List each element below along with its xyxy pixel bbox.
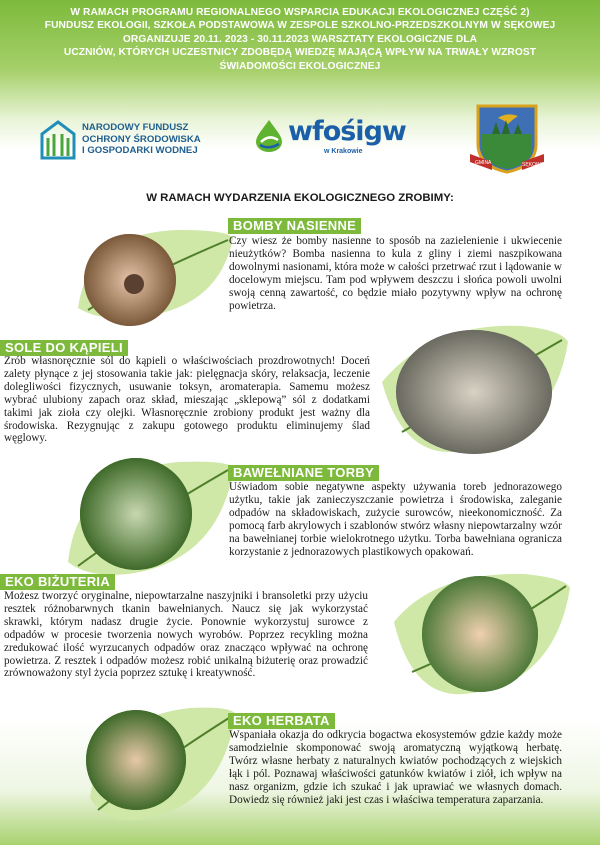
poster-header [0, 6, 600, 73]
wfos-logo [252, 116, 406, 156]
section-title-bizuteria: EKO BIŻUTERIA [0, 574, 115, 590]
wfos-name: wfośigw [288, 116, 406, 147]
gmina-crest [468, 104, 546, 174]
header-line: W RAMACH PROGRAMU REGIONALNEGO WSPARCIA EDUKACJI EKOLOGICZNEJ CZĘŚĆ 2) [70, 7, 530, 18]
section-text-bizuteria: Możesz tworzyć oryginalne, niepowtarzalne naszyjniki i bransoletki przy użyciu resztek różnobarwnych tkanin bawełnianych. Naucz się jak wykorzystać skrawki, którym nadasz drugie życie. Ponownie wykorzystuj surowce z odpadów w procesie tworzenia nowych wyrobów. Poprzez recykling można zredukować ilość wyrzucanych odpadów oraz znacząco wpływać na ochronę powietrza. Z resztek i odpadów możesz robić unikalną biżuterię oraz prowadzić zrównoważony styl życia poprzez sztukę i kreatywność. [4, 590, 368, 680]
wfos-drop-icon [252, 118, 286, 152]
wfos-sub: w Krakowie [324, 148, 363, 155]
leaf-icon [58, 452, 238, 582]
gmina-crest-icon [468, 104, 546, 174]
leaf-icon [384, 562, 574, 702]
header-line: ORGANIZUJE 20.11. 2023 - 30.11.2023 WARSZTATY EKOLOGICZNE DLA [122, 33, 478, 45]
nfos-name: NARODOWY FUNDUSZ OCHRONY ŚRODOWISKA I GOSPODARKI WODNEJ [82, 122, 201, 156]
nfos-logo [40, 118, 210, 162]
section-text-herbata: Wspaniała okazja do odkrycia bogactwa ekosystemów gdzie każdy może samodzielnie skomponować swoją aromatyczną wyjątkową herbatę. Twórz własne herbaty z naturalnych kwiatów pochodzących z wiejskich łąk i pól. Poznawaj właściwości gatunków kwiatów i ziół, ich wpływ na nasz organizm, gdzie ich szukać i jak uprawiać we własnych domach. Dowiedz się również jaki jest czas i właściwa temperatura zaparzania. [229, 729, 562, 806]
main-title: W RAMACH WYDARZENIA EKOLOGICZNEGO ZROBIMY: [146, 192, 454, 204]
nfos-logo-icon [40, 120, 76, 160]
crest-banner-left: GMINA [475, 160, 492, 166]
section-title-torby: BAWEŁNIANE TORBY [228, 465, 379, 481]
section-text-bomby: Czy wiesz że bomby nasienne to sposób na zazielenienie i ukwiecenie nieużytków? Bomba nasienna to kula z gliny i ziemi naszpikowana dowolnymi nasionami, która może w całości przetrwać rzut i lądowanie w docelowym miejscu. Tam pod wpływem deszczu i słońca powoli uwolni swoją cenną zawartość, co będzie miało pozytywny wpływ na ochronę powietrza. [229, 235, 562, 312]
header-line: UCZNIÓW, KTÓRYCH UCZESTNICY ZDOBĘDĄ WIEDZĘ MAJĄCĄ WPŁYW NA TRWAŁY WZROST [63, 47, 537, 59]
leaf-icon [68, 218, 238, 328]
leaf-icon [372, 312, 572, 462]
section-title-bomby: BOMBY NASIENNE [228, 218, 361, 234]
section-text-sole: Zrób własnoręcznie sól do kąpieli o właściwościach prozdrowotnych! Doceń zalety płynące z jej stosowania takie jak: pielęgnacja skóry, relaksacja, leczenie dolegliwości fizycznych, usuwanie toksyn, aromaterapia. Samemu możesz wybrać ulubiony zapach oraz skład, mieszając „sklepową” sól z dodatkami takimi jak zioła czy olejki. Własnoręcznie zrobiony produkt jest ważny dla środowiska. Rezygnując z zakupu gotowego produktu eliminujemy ślad węglowy. [4, 355, 370, 445]
section-title-sole: SOLE DO KĄPIELI [0, 340, 128, 356]
leaf-icon [80, 698, 240, 828]
sponsor-logos [0, 104, 600, 174]
header-line: ŚWIADOMOŚCI EKOLOGICZNEJ [219, 60, 381, 72]
section-title-herbata: EKO HERBATA [228, 713, 335, 729]
header-line: FUNDUSZ EKOLOGII, SZKOŁA PODSTAWOWA W ZESPOLE SZKOLNO-PRZEDSZKOLNYM W SĘKOWEJ [44, 20, 556, 32]
crest-banner-right: SĘKOWA [522, 162, 544, 168]
section-text-torby: Uświadom sobie negatywne aspekty używania toreb jednorazowego użytku, takie jak zanieczyszczanie powietrza i środowiska, zaleganie odpadów na składowiskach, zużycie surowców, nieekonomiczność. Za pomocą farb akrylowych i szablonów stwórz własny niepowtarzalny wzór na bawełnianej torbie wielokrotnego użytku. Torba bawełniana ogranicza korzystanie z jednorazowych plastikowych opakowań. [229, 481, 562, 558]
